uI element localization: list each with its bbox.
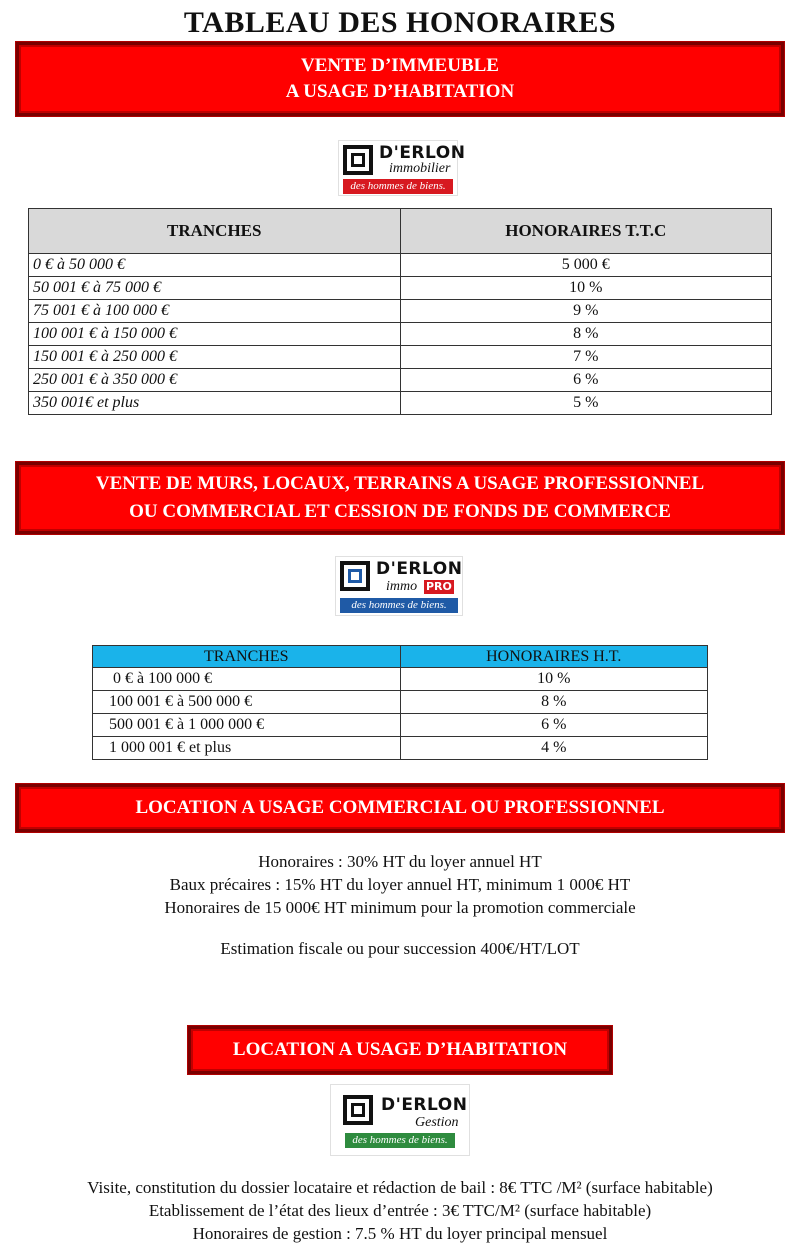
- table-row: [29, 277, 772, 300]
- table-cell-fee: 5 000 €: [400, 254, 772, 277]
- banner-line: VENTE DE MURS, LOCAUX, TERRAINS A USAGE PROFESSIONNEL: [95, 473, 705, 494]
- banner-vente-immeuble: [16, 42, 784, 116]
- table-row: [29, 346, 772, 369]
- estimation-text: Estimation fiscale ou pour succession 400€/HT/LOT: [220, 939, 580, 958]
- column-header: HONORAIRES H.T.: [400, 646, 708, 668]
- logo-name: D'ERLON: [376, 559, 463, 579]
- table-cell-range: 100 001 € à 150 000 €: [29, 323, 401, 346]
- fees-table-professionnel: [92, 645, 708, 760]
- table-cell-fee: 10 %: [400, 277, 772, 300]
- banner-location-commercial: [16, 784, 784, 832]
- table-cell-range: 250 001 € à 350 000 €: [29, 369, 401, 392]
- table-cell-range: 150 001 € à 250 000 €: [29, 346, 401, 369]
- fees-table-habitation: [28, 208, 772, 415]
- table-row: [29, 300, 772, 323]
- table-cell-fee: 8 %: [400, 691, 708, 714]
- table-row: [29, 392, 772, 415]
- table-cell-range: 0 € à 50 000 €: [29, 254, 401, 277]
- logo-derlon-immobilier: [338, 140, 466, 196]
- banner-line: LOCATION A USAGE D’HABITATION: [232, 1039, 568, 1060]
- table-cell-fee: 4 %: [400, 737, 708, 760]
- table-cell-fee: 6 %: [400, 369, 772, 392]
- logo-sub: immo: [386, 579, 418, 594]
- table-row: [29, 254, 772, 277]
- logo-tagline: des hommes de biens.: [343, 179, 453, 194]
- text-line: Honoraires de 15 000€ HT minimum pour la promotion commerciale: [164, 898, 636, 917]
- text-line: Baux précaires : 15% HT du loyer annuel HT, minimum 1 000€ HT: [169, 875, 631, 894]
- habitation-rental-details: [0, 1176, 800, 1245]
- table-cell-fee: 5 %: [400, 392, 772, 415]
- logo-name: D'ERLON: [381, 1095, 468, 1115]
- table-row: [93, 668, 708, 691]
- banner-line: VENTE D’IMMEUBLE: [301, 55, 499, 76]
- table-cell-range: 500 001 € à 1 000 000 €: [93, 714, 401, 737]
- table-cell-range: 100 001 € à 500 000 €: [93, 691, 401, 714]
- table-cell-range: 75 001 € à 100 000 €: [29, 300, 401, 323]
- table-row: [93, 714, 708, 737]
- table-cell-fee: 8 %: [400, 323, 772, 346]
- logo-tagline: des hommes de biens.: [345, 1133, 455, 1148]
- text-line: Visite, constitution du dossier locataire et rédaction de bail : 8€ TTC /M² (surface habitable): [87, 1178, 713, 1197]
- table-cell-range: 350 001€ et plus: [29, 392, 401, 415]
- logo-tagline: des hommes de biens.: [340, 598, 458, 613]
- logo-derlon-immopro: [335, 556, 463, 616]
- table-cell-fee: 9 %: [400, 300, 772, 323]
- table-row: [29, 323, 772, 346]
- logo-pro-badge: PRO: [426, 580, 452, 593]
- banner-line: OU COMMERCIAL ET CESSION DE FONDS DE COMMERCE: [129, 501, 671, 522]
- table-cell-fee: 6 %: [400, 714, 708, 737]
- page-title: TABLEAU DES HONORAIRES: [183, 6, 617, 39]
- table-header-row: [93, 646, 708, 668]
- logo-mark-icon: [343, 1095, 373, 1125]
- column-header: TRANCHES: [29, 209, 401, 254]
- logo-mark-icon: [340, 561, 370, 591]
- table-cell-fee: 10 %: [400, 668, 708, 691]
- table-cell-range: 50 001 € à 75 000 €: [29, 277, 401, 300]
- table-cell-fee: 7 %: [400, 346, 772, 369]
- banner-line: LOCATION A USAGE COMMERCIAL OU PROFESSIONNEL: [135, 797, 665, 818]
- text-line: Etablissement de l’état des lieux d’entrée : 3€ TTC/M² (surface habitable): [148, 1201, 652, 1220]
- table-row: [93, 737, 708, 760]
- text-line: Honoraires : 30% HT du loyer annuel HT: [258, 852, 542, 871]
- commercial-rental-details: [0, 850, 800, 919]
- logo-name: D'ERLON: [379, 143, 466, 163]
- banner-location-habitation: [188, 1026, 612, 1074]
- column-header: HONORAIRES T.T.C: [400, 209, 772, 254]
- text-line: Honoraires de gestion : 7.5 % HT du loyer principal mensuel: [192, 1224, 608, 1243]
- table-row: [93, 691, 708, 714]
- logo-sub: immobilier: [389, 161, 451, 176]
- banner-vente-murs: [16, 462, 784, 534]
- table-header-row: [29, 209, 772, 254]
- table-cell-range: 0 € à 100 000 €: [93, 668, 401, 691]
- table-row: [29, 369, 772, 392]
- banner-line: A USAGE D’HABITATION: [285, 81, 515, 102]
- logo-sub: Gestion: [415, 1115, 459, 1130]
- table-cell-range: 1 000 001 € et plus: [93, 737, 401, 760]
- logo-mark-icon: [343, 145, 373, 175]
- column-header: TRANCHES: [93, 646, 401, 668]
- logo-derlon-gestion: [330, 1084, 470, 1156]
